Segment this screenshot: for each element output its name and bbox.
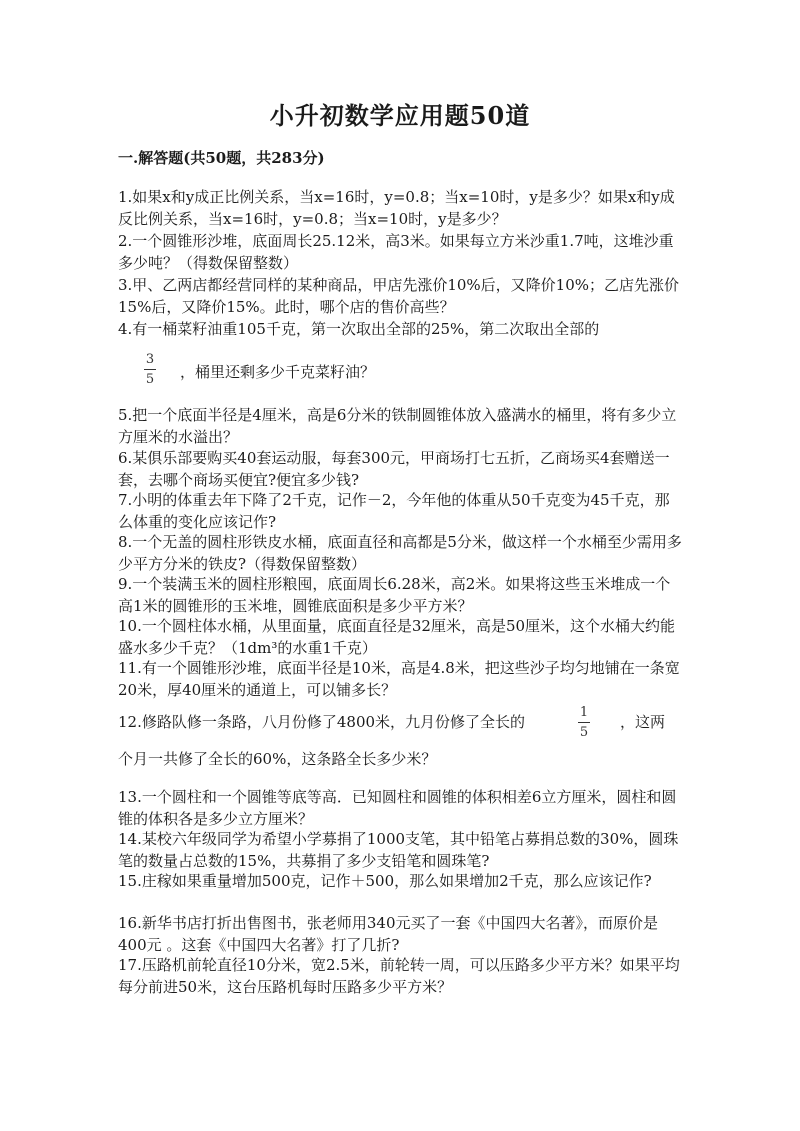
question-1: 1.如果x和y成正比例关系，当x=16时，y=0.8；当x=10时，y是多少？如果x和y成反比例关系，当x=16时，y=0.8；当x=10时，y是多少？ xyxy=(118,188,675,228)
page-title: 小升初数学应用题50道 xyxy=(269,101,531,130)
question-2: 2.一个圆锥形沙堆，底面周长25.12米，高3米。如果每立方米沙重1.7吨，这堆沙重多少吨？（得数保留整数） xyxy=(118,232,674,272)
question-12: 12.修路队修一条路，八月份修了4800米，九月份修了全长的 xyxy=(118,713,526,731)
question-4: 4.有一桶菜籽油重105千克，第一次取出全部的25%，第二次取出全部的 xyxy=(118,320,600,338)
question-15: 15.庄稼如果重量增加500克，记作＋500，那么如果增加2千克，那么应该记作? xyxy=(118,872,652,890)
question-5: 5.把一个底面半径是4厘米，高是6分米的铁制圆锥体放入盛满水的桶里，将有多少立方厘米的水溢出？ xyxy=(118,406,677,446)
question-6: 6.某俱乐部要购买40套运动服，每套300元，甲商场打七五折，乙商场买4套赠送一套，去哪个商场买便宜?便宜多少钱? xyxy=(118,449,670,489)
question-16: 16.新华书店打折出售图书，张老师用340元买了一套《中国四大名著》，而原价是400元 。这套《中国四大名著》打了几折? xyxy=(118,914,658,954)
question-12-tail: ，这两 xyxy=(620,713,666,731)
question-8: 8.一个无盖的圆柱形铁皮水桶，底面直径和高都是5分米，做这样一个水桶至少需用多少平方分米的铁皮?（得数保留整数） xyxy=(118,533,682,573)
question-12-continued: 个月一共修了全长的60%，这条路全长多少米？ xyxy=(118,750,437,768)
fraction-bar xyxy=(144,369,156,370)
fraction-numerator: 3 xyxy=(145,352,155,367)
fraction-numerator: 1 xyxy=(579,705,589,720)
section-heading: 一.解答题(共50题，共283分) xyxy=(118,149,325,167)
question-10: 10.一个圆柱体水桶，从里面量，底面直径是32厘米，高是50厘米，这个水桶大约能盛水多少千克？（1dm³的水重1千克） xyxy=(118,617,676,657)
fraction-3-5 xyxy=(144,352,156,387)
question-4-tail: ，桶里还剩多少千克菜籽油？ xyxy=(180,363,376,381)
question-9: 9.一个装满玉米的圆柱形粮囤，底面周长6.28米，高2米。如果将这些玉米堆成一个高1米的圆锥形的玉米堆，圆锥底面积是多少平方米？ xyxy=(118,575,671,615)
fraction-bar xyxy=(578,722,590,723)
fraction-denominator: 5 xyxy=(145,372,155,387)
question-14: 14.某校六年级同学为希望小学募捐了1000支笔，其中铅笔占募捐总数的30%，圆珠笔的数量占总数的15%，共募捐了多少支铅笔和圆珠笔? xyxy=(118,830,679,870)
question-13: 13.一个圆柱和一个圆锥等底等高．已知圆柱和圆锥的体积相差6立方厘米，圆柱和圆锥的体积各是多少立方厘米？ xyxy=(118,788,677,828)
question-11: 11.有一个圆锥形沙堆，底面半径是10米，高是4.8米，把这些沙子均匀地铺在一条宽20米，厚40厘米的通道上，可以铺多长？ xyxy=(118,659,680,699)
question-17: 17.压路机前轮直径10分米，宽2.5米，前轮转一周，可以压路多少平方米？如果平均每分前进50米，这台压路机每时压路多少平方米？ xyxy=(118,956,680,996)
question-3: 3.甲、乙两店都经营同样的某种商品，甲店先涨价10%后，又降价10%；乙店先涨价15%后，又降价15%。此时，哪个店的售价高些？ xyxy=(118,276,679,316)
fraction-denominator: 5 xyxy=(579,725,589,740)
question-7: 7.小明的体重去年下降了2千克，记作－2，今年他的体重从50千克变为45千克，那么体重的变化应该记作? xyxy=(118,491,670,531)
fraction-1-5 xyxy=(578,705,590,740)
